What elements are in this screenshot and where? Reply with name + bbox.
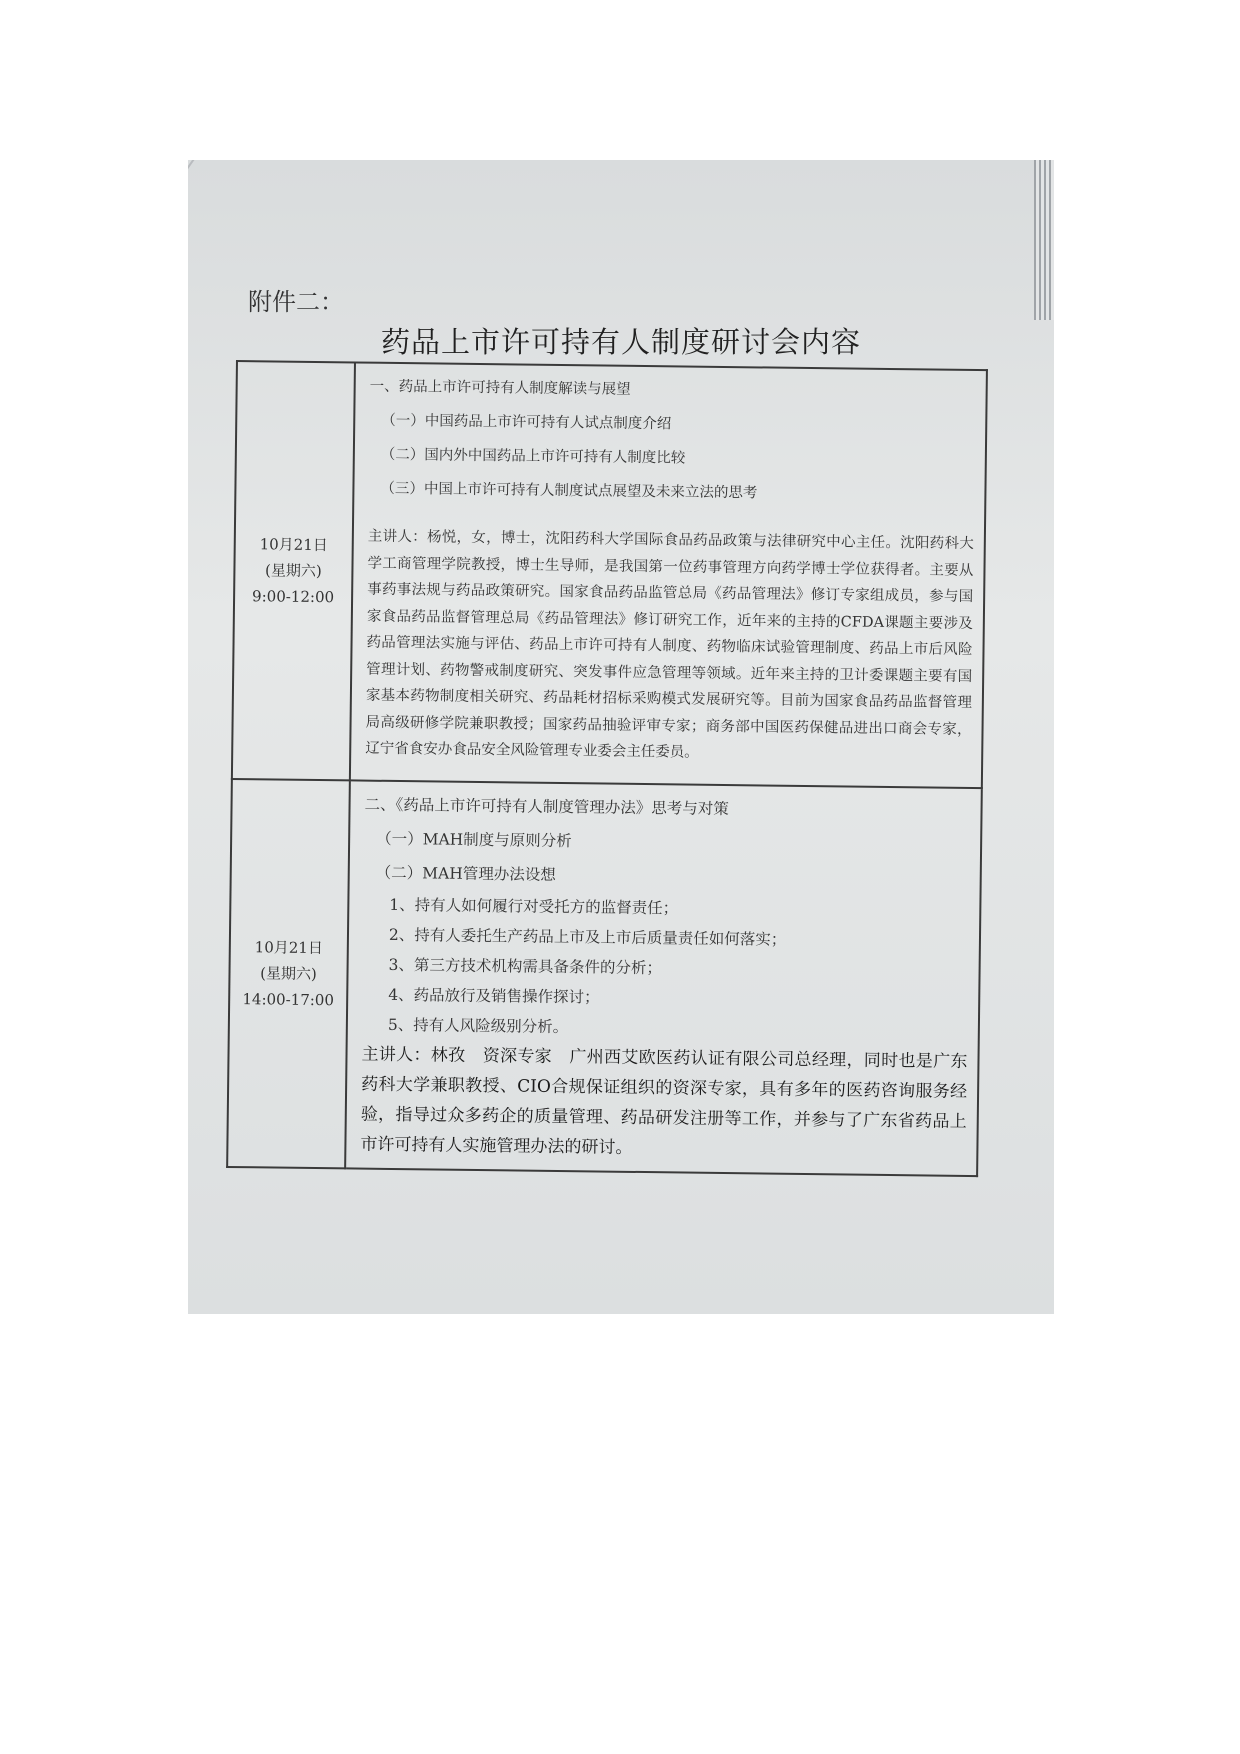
session-time-cell [232, 361, 355, 780]
agenda-table [226, 360, 988, 1177]
session-time: 14:00-17:00 [242, 990, 335, 1010]
document-sheet [188, 160, 1054, 1314]
session-heading: 一、药品上市许可持有人制度解读与展望 [369, 378, 631, 398]
session-time-cell [227, 779, 350, 1168]
topic-item: （一）中国药品上市许可持有人试点制度介绍 [381, 412, 672, 433]
topic-item: （二）MAH管理办法设想 [375, 863, 556, 884]
topic-item: （二）国内外中国药品上市许可持有人制度比较 [380, 446, 686, 467]
session-content-cell [350, 362, 987, 788]
topic-subitem: 5、持有人风险级别分析。 [387, 1015, 569, 1037]
speaker-bio: 主讲人：杨悦，女，博士，沈阳药科大学国际食品药品政策与法律研究中心主任。沈阳药科大学工商管理学院教授，博士生导师，是我国第一位药事管理方向药学博士学位获得者。主要从事药事法规与药品政策研究。国家食品药品监管总局《药品管理法》修订专家组成员，参与国家食品药品监督管理总局《药品管理法》修订研究工作，近年来的主持的CFDA课题主要涉及药品管理法实施与评估、药品上市许可持有人制度、药物临床试验管理制度、药品上市后风险管理计划、药物警戒制度研究、突发事件应急管理等领域。近年来主持的卫计委课题主要有国家基本药物制度相关研究、药品耗材招标采购模式发展研究等。目前为国家食品药品监督管理局高级研修学院兼职教授；国家药品抽验评审专家；商务部中国医药保健品进出口商会专家，辽宁省食安办食品安全风险管理专业委会主任委员。 [365, 528, 974, 761]
topic-subitem: 1、持有人如何履行对受托方的监督责任； [389, 895, 679, 918]
session-weekday: (星期六) [260, 964, 317, 984]
topic-subitem: 2、持有人委托生产药品上市及上市后质量责任如何落实； [388, 925, 787, 949]
session-weekday: (星期六) [264, 561, 322, 581]
document-photo [188, 160, 1054, 1314]
topic-item: （一）MAH制度与原则分析 [376, 829, 572, 851]
topic-subitem: 4、药品放行及销售操作探讨； [388, 985, 600, 1007]
session-date: 10月21日 [259, 535, 328, 555]
topic-item: （三）中国上市许可持有人制度试点展望及未来立法的思考 [380, 480, 758, 502]
attachment-label: 附件二： [248, 288, 344, 316]
session-time: 9:00-12:00 [252, 587, 335, 607]
session-date: 10月21日 [254, 938, 324, 958]
agenda-row [232, 361, 987, 788]
document-title: 药品上市许可持有人制度研讨会内容 [380, 325, 861, 359]
topic-subitem: 3、第三方技术机构需具备条件的分析； [388, 955, 663, 978]
session-content-cell [345, 780, 982, 1176]
agenda-row [227, 779, 982, 1176]
session-heading: 二、《药品上市许可持有人制度管理办法》思考与对策 [364, 795, 729, 819]
speaker-bio: 主讲人：林孜 资深专家 广州西艾欧医药认证有限公司总经理，同时也是广东药科大学兼职教授、CIO合规保证组织的资深专家，具有多年的医药咨询服务经验，指导过众多药企的质量管理、药品研发注册等工作，并参与了广东省药品上市许可持有人实施管理办法的研讨。 [360, 1044, 968, 1158]
